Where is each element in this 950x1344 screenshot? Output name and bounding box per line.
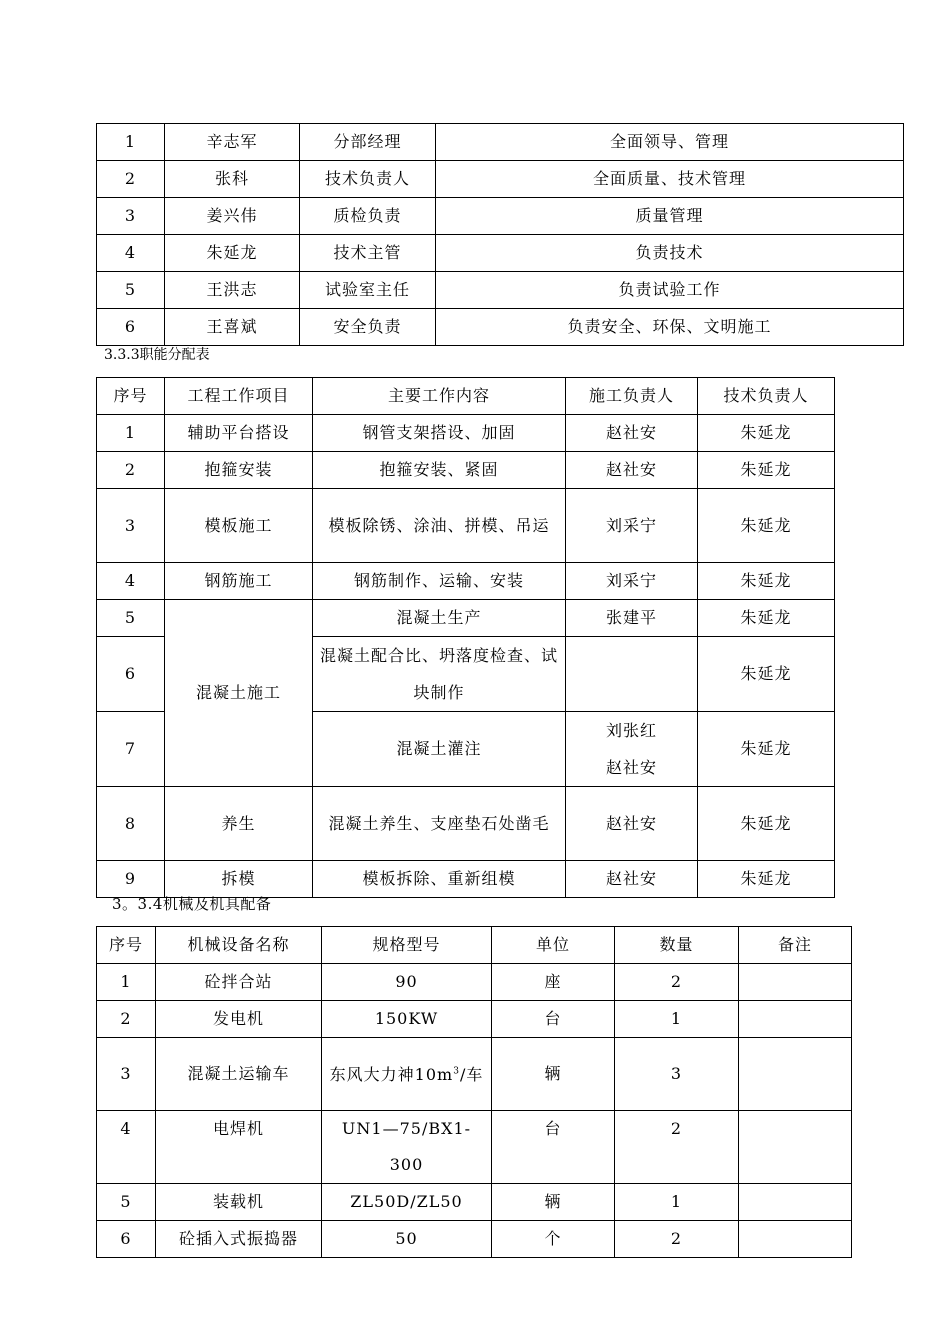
duty-no: 3 bbox=[97, 489, 165, 563]
table-row bbox=[97, 1184, 852, 1221]
duty-tech: 朱延龙 bbox=[698, 712, 835, 787]
duty-lead: 赵社安 bbox=[566, 415, 698, 452]
staff-name: 姜兴伟 bbox=[165, 198, 300, 235]
duty-lead: 赵社安 bbox=[566, 452, 698, 489]
machine-unit: 台 bbox=[492, 1001, 615, 1038]
machine-qty: 2 bbox=[615, 1111, 739, 1184]
machine-name: 砼插入式振捣器 bbox=[156, 1221, 322, 1258]
staff-no: 6 bbox=[97, 309, 165, 346]
duty-tech: 朱延龙 bbox=[698, 415, 835, 452]
duty-lead-cell bbox=[566, 712, 698, 787]
table-row bbox=[97, 787, 835, 861]
table-row bbox=[97, 600, 835, 637]
machine-qty: 1 bbox=[615, 1001, 739, 1038]
table-row bbox=[97, 489, 835, 563]
header-cell: 单位 bbox=[492, 927, 615, 964]
duty-content: 抱箍安装、紧固 bbox=[313, 452, 566, 489]
header-cell: 机械设备名称 bbox=[156, 927, 322, 964]
machine-note bbox=[739, 1111, 852, 1184]
table-header-row bbox=[97, 927, 852, 964]
staff-no: 1 bbox=[97, 124, 165, 161]
staff-position: 分部经理 bbox=[300, 124, 436, 161]
machine-table bbox=[96, 926, 852, 1258]
machine-spec: 90 bbox=[322, 964, 492, 1001]
table-row bbox=[97, 1111, 852, 1184]
header-cell: 施工负责人 bbox=[566, 378, 698, 415]
duty-lead: 刘采宁 bbox=[566, 563, 698, 600]
duty-table bbox=[96, 377, 835, 898]
machine-qty: 3 bbox=[615, 1038, 739, 1111]
machine-name: 装载机 bbox=[156, 1184, 322, 1221]
table-row bbox=[97, 861, 835, 898]
duty-content: 混凝土配合比、坍落度检查、试块制作 bbox=[313, 637, 566, 712]
table-row bbox=[97, 452, 835, 489]
duty-tech: 朱延龙 bbox=[698, 861, 835, 898]
machine-qty: 2 bbox=[615, 1221, 739, 1258]
staff-position: 技术负责人 bbox=[300, 161, 436, 198]
header-cell: 序号 bbox=[97, 378, 165, 415]
staff-name: 王喜斌 bbox=[165, 309, 300, 346]
duty-content: 混凝土生产 bbox=[313, 600, 566, 637]
staff-duty: 负责技术 bbox=[436, 235, 904, 272]
duty-item: 钢筋施工 bbox=[165, 563, 313, 600]
duty-no: 2 bbox=[97, 452, 165, 489]
machine-spec: 150KW bbox=[322, 1001, 492, 1038]
staff-name: 王洪志 bbox=[165, 272, 300, 309]
table-header-row bbox=[97, 378, 835, 415]
machine-note bbox=[739, 1221, 852, 1258]
machine-spec: ZL50D/ZL50 bbox=[322, 1184, 492, 1221]
duty-item: 辅助平台搭设 bbox=[165, 415, 313, 452]
duty-lead: 张建平 bbox=[566, 600, 698, 637]
header-cell: 规格型号 bbox=[322, 927, 492, 964]
duty-lead: 赵社安 bbox=[566, 787, 698, 861]
machine-unit: 辆 bbox=[492, 1184, 615, 1221]
duty-lead: 赵社安 bbox=[566, 861, 698, 898]
staff-table bbox=[96, 123, 904, 346]
machine-unit: 辆 bbox=[492, 1038, 615, 1111]
duty-no: 1 bbox=[97, 415, 165, 452]
table-row bbox=[97, 415, 835, 452]
table-row bbox=[97, 309, 904, 346]
staff-duty: 全面质量、技术管理 bbox=[436, 161, 904, 198]
duty-no: 8 bbox=[97, 787, 165, 861]
duty-lead-2: 赵社安 bbox=[605, 758, 657, 777]
staff-no: 5 bbox=[97, 272, 165, 309]
duty-lead: 刘张红 bbox=[605, 721, 657, 740]
machine-qty: 2 bbox=[615, 964, 739, 1001]
staff-position: 质检负责 bbox=[300, 198, 436, 235]
machine-name: 电焊机 bbox=[156, 1111, 322, 1184]
duty-tech: 朱延龙 bbox=[698, 489, 835, 563]
machine-spec: UN1—75/BX1-300 bbox=[322, 1111, 492, 1184]
duty-no: 4 bbox=[97, 563, 165, 600]
header-cell: 技术负责人 bbox=[698, 378, 835, 415]
machine-name: 发电机 bbox=[156, 1001, 322, 1038]
table-row bbox=[97, 124, 904, 161]
duty-content: 钢筋制作、运输、安装 bbox=[313, 563, 566, 600]
machine-spec-tail: /车 bbox=[459, 1064, 484, 1084]
duty-tech: 朱延龙 bbox=[698, 563, 835, 600]
duty-content: 模板拆除、重新组模 bbox=[313, 861, 566, 898]
machine-qty: 1 bbox=[615, 1184, 739, 1221]
staff-name: 朱延龙 bbox=[165, 235, 300, 272]
header-cell: 工程工作项目 bbox=[165, 378, 313, 415]
header-cell: 备注 bbox=[739, 927, 852, 964]
duty-tech: 朱延龙 bbox=[698, 600, 835, 637]
machine-table-title: 3。3.4机械及机具配备 bbox=[112, 895, 272, 913]
machine-no: 5 bbox=[97, 1184, 156, 1221]
header-cell: 序号 bbox=[97, 927, 156, 964]
machine-note bbox=[739, 1038, 852, 1111]
table-row bbox=[97, 1001, 852, 1038]
duty-content: 模板除锈、涂油、拼模、吊运 bbox=[313, 489, 566, 563]
machine-no: 6 bbox=[97, 1221, 156, 1258]
staff-no: 4 bbox=[97, 235, 165, 272]
machine-note bbox=[739, 1001, 852, 1038]
staff-position: 安全负责 bbox=[300, 309, 436, 346]
duty-lead: 刘采宁 bbox=[566, 489, 698, 563]
machine-no: 4 bbox=[97, 1111, 156, 1184]
duty-tech: 朱延龙 bbox=[698, 787, 835, 861]
header-cell: 数量 bbox=[615, 927, 739, 964]
machine-spec: 50 bbox=[322, 1221, 492, 1258]
duty-tech: 朱延龙 bbox=[698, 637, 835, 712]
table-row bbox=[97, 272, 904, 309]
machine-spec-superscript: 3 bbox=[453, 1066, 460, 1077]
machine-unit: 个 bbox=[492, 1221, 615, 1258]
duty-lead bbox=[566, 637, 698, 712]
duty-no: 5 bbox=[97, 600, 165, 637]
table-row bbox=[97, 235, 904, 272]
machine-name: 混凝土运输车 bbox=[156, 1038, 322, 1111]
duty-item: 养生 bbox=[165, 787, 313, 861]
header-cell: 主要工作内容 bbox=[313, 378, 566, 415]
machine-no: 1 bbox=[97, 964, 156, 1001]
duty-no: 9 bbox=[97, 861, 165, 898]
staff-position: 试验室主任 bbox=[300, 272, 436, 309]
table-row bbox=[97, 198, 904, 235]
machine-spec: 东风大力神10m bbox=[329, 1064, 454, 1084]
machine-no: 3 bbox=[97, 1038, 156, 1111]
duty-content: 混凝土灌注 bbox=[313, 712, 566, 787]
duty-table-title: 3.3.3职能分配表 bbox=[104, 347, 210, 363]
machine-spec-cell bbox=[322, 1038, 492, 1111]
staff-no: 3 bbox=[97, 198, 165, 235]
staff-name: 张科 bbox=[165, 161, 300, 198]
staff-name: 辛志军 bbox=[165, 124, 300, 161]
table-row bbox=[97, 161, 904, 198]
table-row bbox=[97, 1038, 852, 1111]
duty-item: 抱箍安装 bbox=[165, 452, 313, 489]
duty-content: 混凝土养生、支座垫石处凿毛 bbox=[313, 787, 566, 861]
staff-duty: 负责安全、环保、文明施工 bbox=[436, 309, 904, 346]
table-row bbox=[97, 964, 852, 1001]
duty-no: 6 bbox=[97, 637, 165, 712]
duty-item: 拆模 bbox=[165, 861, 313, 898]
machine-note bbox=[739, 964, 852, 1001]
machine-note bbox=[739, 1184, 852, 1221]
staff-duty: 全面领导、管理 bbox=[436, 124, 904, 161]
staff-duty: 质量管理 bbox=[436, 198, 904, 235]
duty-item: 模板施工 bbox=[165, 489, 313, 563]
duty-no: 7 bbox=[97, 712, 165, 787]
duty-item: 混凝土施工 bbox=[165, 600, 313, 787]
machine-no: 2 bbox=[97, 1001, 156, 1038]
staff-duty: 负责试验工作 bbox=[436, 272, 904, 309]
duty-tech: 朱延龙 bbox=[698, 452, 835, 489]
machine-unit: 座 bbox=[492, 964, 615, 1001]
staff-no: 2 bbox=[97, 161, 165, 198]
table-row bbox=[97, 563, 835, 600]
duty-content: 钢管支架搭设、加固 bbox=[313, 415, 566, 452]
machine-name: 砼拌合站 bbox=[156, 964, 322, 1001]
staff-position: 技术主管 bbox=[300, 235, 436, 272]
table-row bbox=[97, 1221, 852, 1258]
machine-unit: 台 bbox=[492, 1111, 615, 1184]
